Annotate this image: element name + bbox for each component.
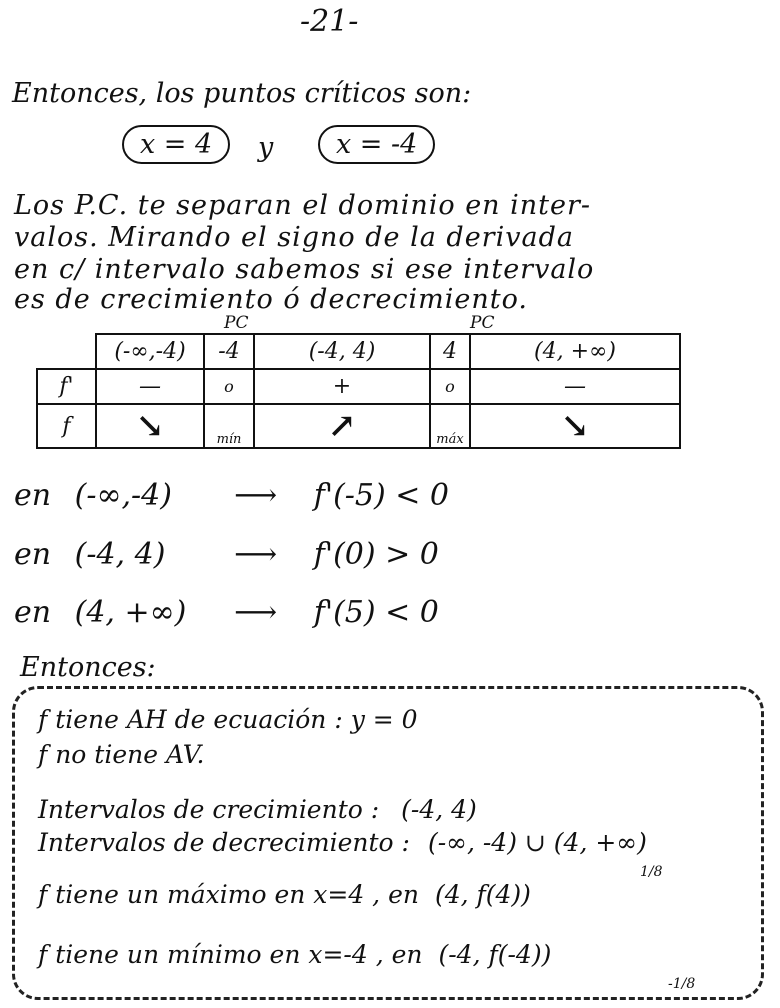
decreasing-arrow-icon: ↘	[470, 404, 680, 448]
max-point: (4, f(4))	[434, 880, 531, 909]
check-prefix: en	[14, 537, 52, 572]
table-row	[37, 369, 680, 404]
decreasing-intervals-value: (-∞, -4) ∪ (4, +∞)	[427, 828, 647, 857]
check-value: f'(5) < 0	[313, 595, 439, 630]
max-value-note: 1/8	[640, 864, 663, 880]
paragraph-line-3: en c/ intervalo sabemos si ese intervalo	[14, 254, 595, 285]
max-text: f tiene un máximo en x=4 , en	[38, 880, 419, 909]
check-value: f'(0) > 0	[313, 537, 439, 572]
table-row	[37, 404, 680, 448]
increasing-intervals-value: (-4, 4)	[401, 795, 477, 824]
check-row	[14, 537, 439, 572]
conclusion-line-4	[38, 828, 647, 857]
sign-table	[36, 333, 681, 449]
table-cell: máx	[430, 404, 470, 448]
table-cell: o	[204, 369, 254, 404]
increasing-arrow-icon: ↗	[254, 404, 430, 448]
check-interval: (4, +∞)	[74, 595, 187, 630]
decreasing-intervals-label: Intervalos de decrecimiento :	[38, 828, 410, 857]
min-value-note: -1/8	[668, 976, 696, 992]
row-label: f	[37, 404, 96, 448]
decreasing-arrow-icon: ↘	[96, 404, 204, 448]
paragraph-line-2: valos. Mirando el signo de la derivada	[14, 222, 574, 253]
conclusion-line-5	[38, 880, 531, 909]
table-header-cell: (-∞,-4)	[96, 334, 204, 369]
conclusion-line-2: f no tiene AV.	[38, 740, 205, 769]
pc-label-2: PC	[470, 313, 495, 333]
check-interval: (-4, 4)	[74, 537, 166, 572]
table-header-cell: (-4, 4)	[254, 334, 430, 369]
check-prefix: en	[14, 595, 52, 630]
conclusion-line-1: f tiene AH de ecuación : y = 0	[38, 705, 418, 734]
conclusion-heading: Entonces:	[20, 652, 156, 683]
conclusion-line-6	[38, 940, 551, 969]
min-point: (-4, f(-4))	[438, 940, 552, 969]
table-cell: —	[470, 369, 680, 404]
check-prefix: en	[14, 478, 52, 513]
arrow-icon: ⟶	[234, 478, 278, 513]
increasing-intervals-label: Intervalos de crecimiento :	[38, 795, 380, 824]
arrow-icon: ⟶	[234, 595, 278, 630]
check-row	[14, 478, 449, 513]
table-corner	[37, 334, 96, 369]
joiner-y: y	[258, 132, 274, 163]
critical-point-2: x = -4	[318, 125, 435, 164]
paragraph-line-4: es de crecimiento ó decrecimiento.	[14, 284, 529, 315]
table-header-cell: -4	[204, 334, 254, 369]
check-interval: (-∞,-4)	[74, 478, 172, 513]
critical-point-1: x = 4	[122, 125, 230, 164]
table-header-row	[37, 334, 680, 369]
check-value: f'(-5) < 0	[313, 478, 449, 513]
table-header-cell: (4, +∞)	[470, 334, 680, 369]
conclusion-line-3	[38, 795, 477, 824]
table-header-cell: 4	[430, 334, 470, 369]
intro-text: Entonces, los puntos críticos son:	[12, 78, 472, 109]
table-cell: o	[430, 369, 470, 404]
table-cell: —	[96, 369, 204, 404]
row-label: f'	[37, 369, 96, 404]
page-number: -21-	[300, 4, 359, 39]
check-row	[14, 595, 439, 630]
table-cell: +	[254, 369, 430, 404]
table-cell: mín	[204, 404, 254, 448]
min-text: f tiene un mínimo en x=-4 , en	[38, 940, 423, 969]
paragraph-line-1: Los P.C. te separan el dominio en inter-	[14, 190, 592, 221]
arrow-icon: ⟶	[234, 537, 278, 572]
pc-label-1: PC	[224, 313, 249, 333]
